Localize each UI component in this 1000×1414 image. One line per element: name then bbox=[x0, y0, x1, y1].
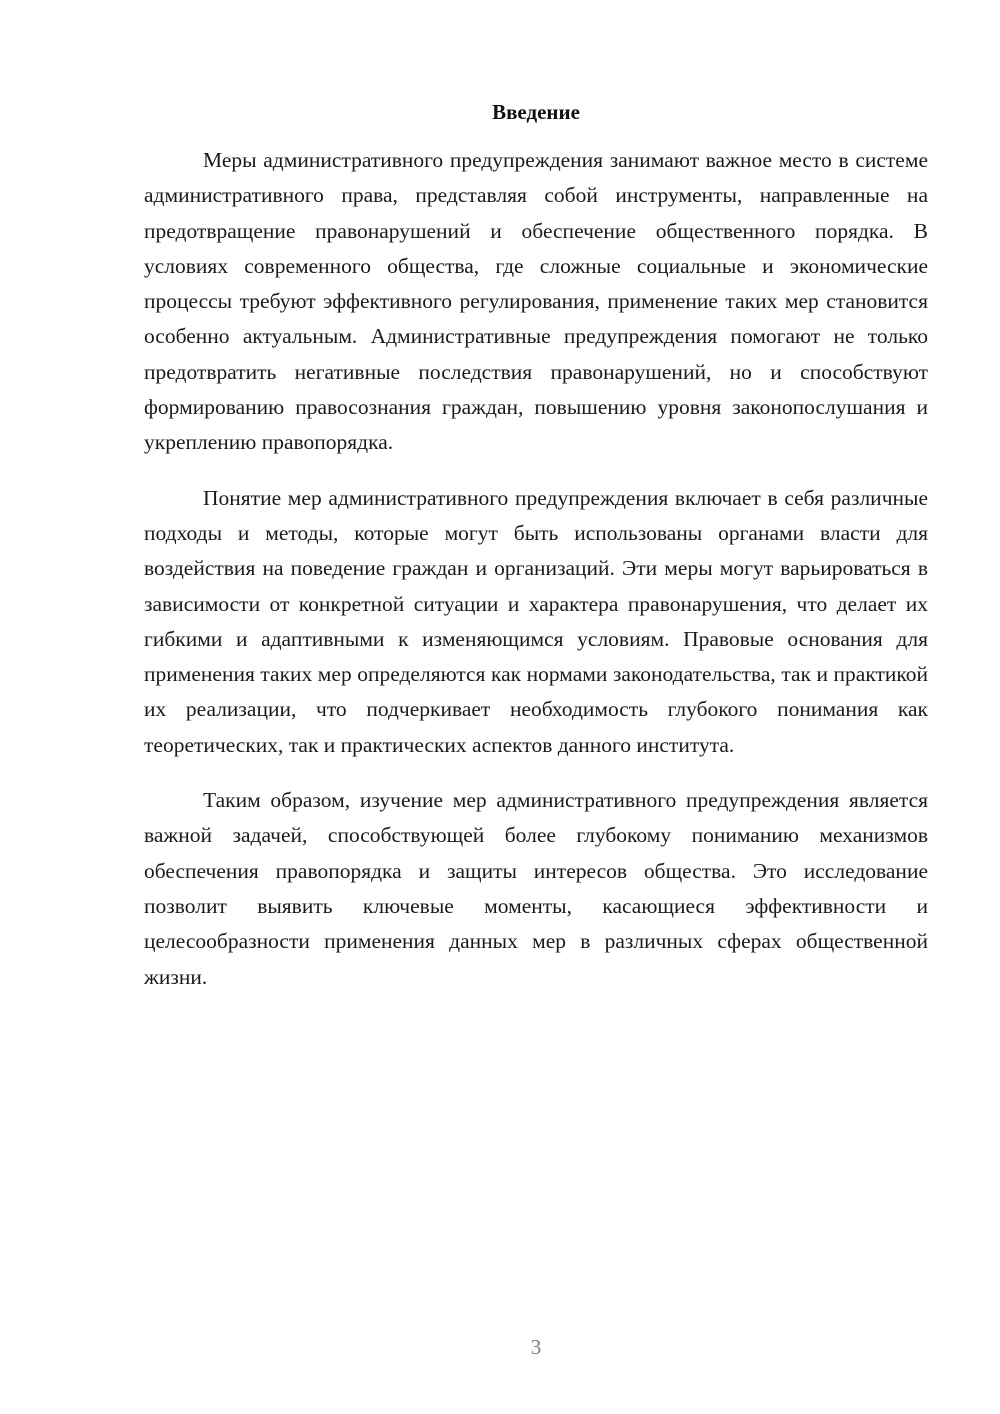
body-text bbox=[144, 143, 928, 995]
paragraph-2: Понятие мер административного предупреждения включает в себя различные подходы и методы, которые могут быть использованы органами власти для воздействия на поведение граждан и организаций. Эти меры могут варьироваться в зависимости от конкретной ситуации и характера правонарушения, что делает их гибкими и адаптивными к изменяющимся условиям. Правовые основания для применения таких мер определяются как нормами законодательства, так и практикой их реализации, что подчеркивает необходимость глубокого понимания как теоретических, так и практических аспектов данного института. bbox=[144, 485, 928, 757]
paragraph-3: Таким образом, изучение мер административного предупреждения является важной задачей, способствующей более глубокому пониманию механизмов обеспечения правопорядка и защиты интересов общества. Это исследование позволит выявить ключевые моменты, касающиеся эффективности и целесообразности применения данных мер в различных сферах общественной жизни. bbox=[144, 788, 928, 989]
paragraph-1: Меры административного предупреждения занимают важное место в системе административного права, представляя собой инструменты, направленные на предотвращение правонарушений и обеспечение общественного порядка. В условиях современного общества, где сложные социальные и экономические процессы требуют эффективного регулирования, применение таких мер становится особенно актуальным. Административные предупреждения помогают не только предотвратить негативные последствия правонарушений, но и способствуют формированию правосознания граждан, повышению уровня законопослушания и укреплению правопорядка. bbox=[144, 148, 928, 455]
page-number: 3 bbox=[530, 1335, 542, 1359]
page-title: Введение bbox=[492, 100, 580, 124]
